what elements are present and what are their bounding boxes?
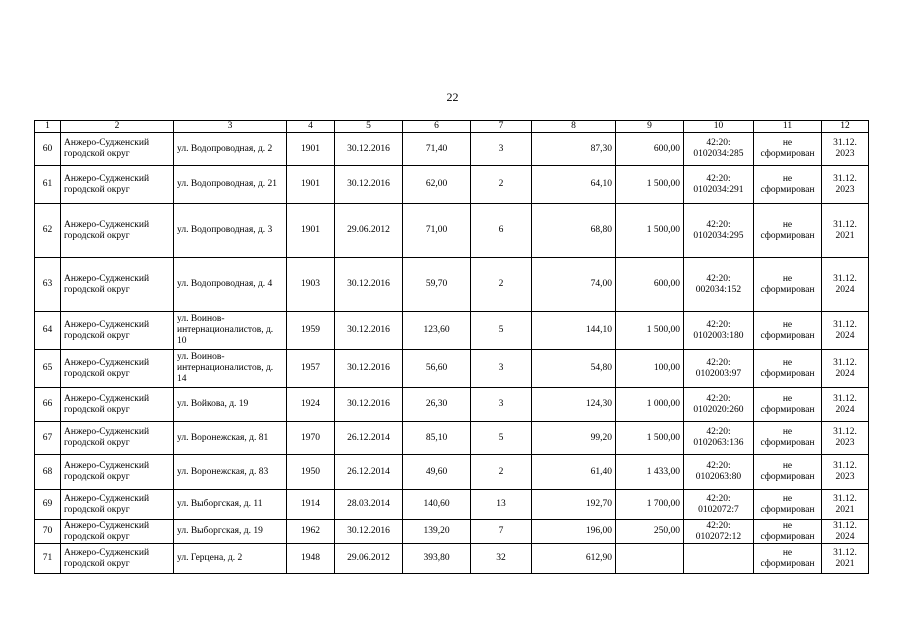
total-area-cell: 74,00 [532,258,616,312]
land-status-cell: не сформирован [754,490,822,520]
cadastral-number-cell: 42:20: 0102034:285 [684,133,754,166]
table-row [35,204,869,258]
land-status-cell: не сформирован [754,312,822,350]
row-number-cell: 64 [35,312,61,350]
cadastral-number-cell: 42:20: 0102034:291 [684,166,754,204]
count-cell: 2 [471,166,532,204]
land-area-cell: 600,00 [616,133,684,166]
deadline-cell: 31.12. 2021 [822,490,869,520]
table-row [35,258,869,312]
year-cell: 1901 [287,166,335,204]
land-area-cell [616,544,684,574]
row-number-cell: 71 [35,544,61,574]
total-area-cell: 99,20 [532,422,616,455]
area-cell: 123,60 [403,312,471,350]
area-cell: 393,80 [403,544,471,574]
deadline-cell: 31.12. 2021 [822,204,869,258]
land-area-cell: 1 500,00 [616,204,684,258]
land-status-cell: не сформирован [754,422,822,455]
page-number: 22 [446,90,459,104]
table-row [35,455,869,490]
total-area-cell: 64,10 [532,166,616,204]
date-cell: 30.12.2016 [335,133,403,166]
row-number-cell: 70 [35,520,61,544]
row-number-cell: 65 [35,350,61,388]
total-area-cell: 196,00 [532,520,616,544]
table-row [35,166,869,204]
header-cell: 3 [174,121,287,133]
header-cell: 6 [403,121,471,133]
land-area-cell: 1 500,00 [616,166,684,204]
municipality-cell: Анжеро-Судженский городской округ [61,133,174,166]
land-status-cell: не сформирован [754,258,822,312]
year-cell: 1901 [287,204,335,258]
header-row [35,121,869,133]
date-cell: 29.06.2012 [335,544,403,574]
date-cell: 30.12.2016 [335,258,403,312]
address-cell: ул. Герцена, д. 2 [174,544,287,574]
address-cell: ул. Воронежская, д. 81 [174,422,287,455]
cadastral-number-cell: 42:20: 0102063:80 [684,455,754,490]
address-cell: ул. Водопроводная, д. 4 [174,258,287,312]
total-area-cell: 54,80 [532,350,616,388]
count-cell: 3 [471,133,532,166]
year-cell: 1962 [287,520,335,544]
land-status-cell: не сформирован [754,204,822,258]
land-status-cell: не сформирован [754,520,822,544]
deadline-cell: 31.12. 2024 [822,350,869,388]
deadline-cell: 31.12. 2023 [822,133,869,166]
address-cell: ул. Воинов-интернационалистов, д. 14 [174,350,287,388]
header-cell: 1 [35,121,61,133]
land-area-cell: 1 700,00 [616,490,684,520]
address-cell: ул. Водопроводная, д. 2 [174,133,287,166]
count-cell: 5 [471,312,532,350]
address-cell: ул. Войкова, д. 19 [174,388,287,422]
header-cell: 7 [471,121,532,133]
address-cell: ул. Выборгская, д. 11 [174,490,287,520]
land-status-cell: не сформирован [754,133,822,166]
area-cell: 71,00 [403,204,471,258]
land-status-cell: не сформирован [754,350,822,388]
municipality-cell: Анжеро-Судженский городской округ [61,204,174,258]
municipality-cell: Анжеро-Судженский городской округ [61,490,174,520]
area-cell: 139,20 [403,520,471,544]
date-cell: 30.12.2016 [335,520,403,544]
table-row [35,350,869,388]
year-cell: 1950 [287,455,335,490]
row-number-cell: 67 [35,422,61,455]
header-cell: 2 [61,121,174,133]
address-cell: ул. Воинов-интернационалистов, д. 10 [174,312,287,350]
header-cell: 10 [684,121,754,133]
year-cell: 1957 [287,350,335,388]
total-area-cell: 87,30 [532,133,616,166]
total-area-cell: 124,30 [532,388,616,422]
table-row [35,520,869,544]
count-cell: 2 [471,455,532,490]
year-cell: 1901 [287,133,335,166]
table-row [35,490,869,520]
table-row [35,312,869,350]
cadastral-number-cell: 42:20: 0102034:295 [684,204,754,258]
year-cell: 1924 [287,388,335,422]
cadastral-number-cell: 42:20: 0102020:260 [684,388,754,422]
address-cell: ул. Водопроводная, д. 3 [174,204,287,258]
land-status-cell: не сформирован [754,388,822,422]
count-cell: 13 [471,490,532,520]
area-cell: 62,00 [403,166,471,204]
date-cell: 30.12.2016 [335,312,403,350]
row-number-cell: 69 [35,490,61,520]
count-cell: 32 [471,544,532,574]
land-area-cell: 1 000,00 [616,388,684,422]
area-cell: 59,70 [403,258,471,312]
year-cell: 1970 [287,422,335,455]
land-status-cell: не сформирован [754,455,822,490]
table-row [35,544,869,574]
municipality-cell: Анжеро-Судженский городской округ [61,544,174,574]
year-cell: 1959 [287,312,335,350]
cadastral-number-cell: 42:20: 0102072:7 [684,490,754,520]
land-area-cell: 250,00 [616,520,684,544]
deadline-cell: 31.12. 2024 [822,520,869,544]
area-cell: 85,10 [403,422,471,455]
count-cell: 7 [471,520,532,544]
cadastral-number-cell: 42:20: 0102072:12 [684,520,754,544]
total-area-cell: 192,70 [532,490,616,520]
cadastral-number-cell: 42:20: 002034:152 [684,258,754,312]
cadastral-number-cell: 42:20: 0102003:180 [684,312,754,350]
year-cell: 1914 [287,490,335,520]
address-cell: ул. Воронежская, д. 83 [174,455,287,490]
table-row [35,422,869,455]
date-cell: 30.12.2016 [335,350,403,388]
total-area-cell: 61,40 [532,455,616,490]
date-cell: 30.12.2016 [335,166,403,204]
date-cell: 29.06.2012 [335,204,403,258]
municipality-cell: Анжеро-Судженский городской округ [61,455,174,490]
area-cell: 71,40 [403,133,471,166]
table-row [35,133,869,166]
header-cell: 8 [532,121,616,133]
date-cell: 26.12.2014 [335,422,403,455]
area-cell: 26,30 [403,388,471,422]
address-cell: ул. Выборгская, д. 19 [174,520,287,544]
land-area-cell: 1 433,00 [616,455,684,490]
register-table [34,120,869,574]
total-area-cell: 612,90 [532,544,616,574]
row-number-cell: 62 [35,204,61,258]
area-cell: 140,60 [403,490,471,520]
land-status-cell: не сформирован [754,166,822,204]
count-cell: 3 [471,388,532,422]
land-area-cell: 100,00 [616,350,684,388]
table-row [35,388,869,422]
row-number-cell: 66 [35,388,61,422]
cadastral-number-cell: 42:20: 0102063:136 [684,422,754,455]
deadline-cell: 31.12. 2021 [822,544,869,574]
row-number-cell: 60 [35,133,61,166]
municipality-cell: Анжеро-Судженский городской округ [61,422,174,455]
deadline-cell: 31.12. 2024 [822,258,869,312]
land-area-cell: 600,00 [616,258,684,312]
deadline-cell: 31.12. 2024 [822,388,869,422]
address-cell: ул. Водопроводная, д. 21 [174,166,287,204]
deadline-cell: 31.12. 2024 [822,312,869,350]
row-number-cell: 68 [35,455,61,490]
header-cell: 12 [822,121,869,133]
land-area-cell: 1 500,00 [616,422,684,455]
municipality-cell: Анжеро-Судженский городской округ [61,350,174,388]
date-cell: 28.03.2014 [335,490,403,520]
cadastral-number-cell: 42:20: 0102003:97 [684,350,754,388]
deadline-cell: 31.12. 2023 [822,422,869,455]
header-cell: 5 [335,121,403,133]
municipality-cell: Анжеро-Судженский городской округ [61,166,174,204]
count-cell: 2 [471,258,532,312]
row-number-cell: 63 [35,258,61,312]
municipality-cell: Анжеро-Судженский городской округ [61,388,174,422]
count-cell: 5 [471,422,532,455]
cadastral-number-cell [684,544,754,574]
municipality-cell: Анжеро-Судженский городской округ [61,312,174,350]
deadline-cell: 31.12. 2023 [822,166,869,204]
date-cell: 30.12.2016 [335,388,403,422]
area-cell: 56,60 [403,350,471,388]
count-cell: 6 [471,204,532,258]
row-number-cell: 61 [35,166,61,204]
total-area-cell: 144,10 [532,312,616,350]
header-cell: 11 [754,121,822,133]
year-cell: 1948 [287,544,335,574]
date-cell: 26.12.2014 [335,455,403,490]
deadline-cell: 31.12. 2023 [822,455,869,490]
header-cell: 4 [287,121,335,133]
land-area-cell: 1 500,00 [616,312,684,350]
municipality-cell: Анжеро-Судженский городской округ [61,520,174,544]
count-cell: 3 [471,350,532,388]
total-area-cell: 68,80 [532,204,616,258]
header-cell: 9 [616,121,684,133]
land-status-cell: не сформирован [754,544,822,574]
municipality-cell: Анжеро-Судженский городской округ [61,258,174,312]
year-cell: 1903 [287,258,335,312]
area-cell: 49,60 [403,455,471,490]
